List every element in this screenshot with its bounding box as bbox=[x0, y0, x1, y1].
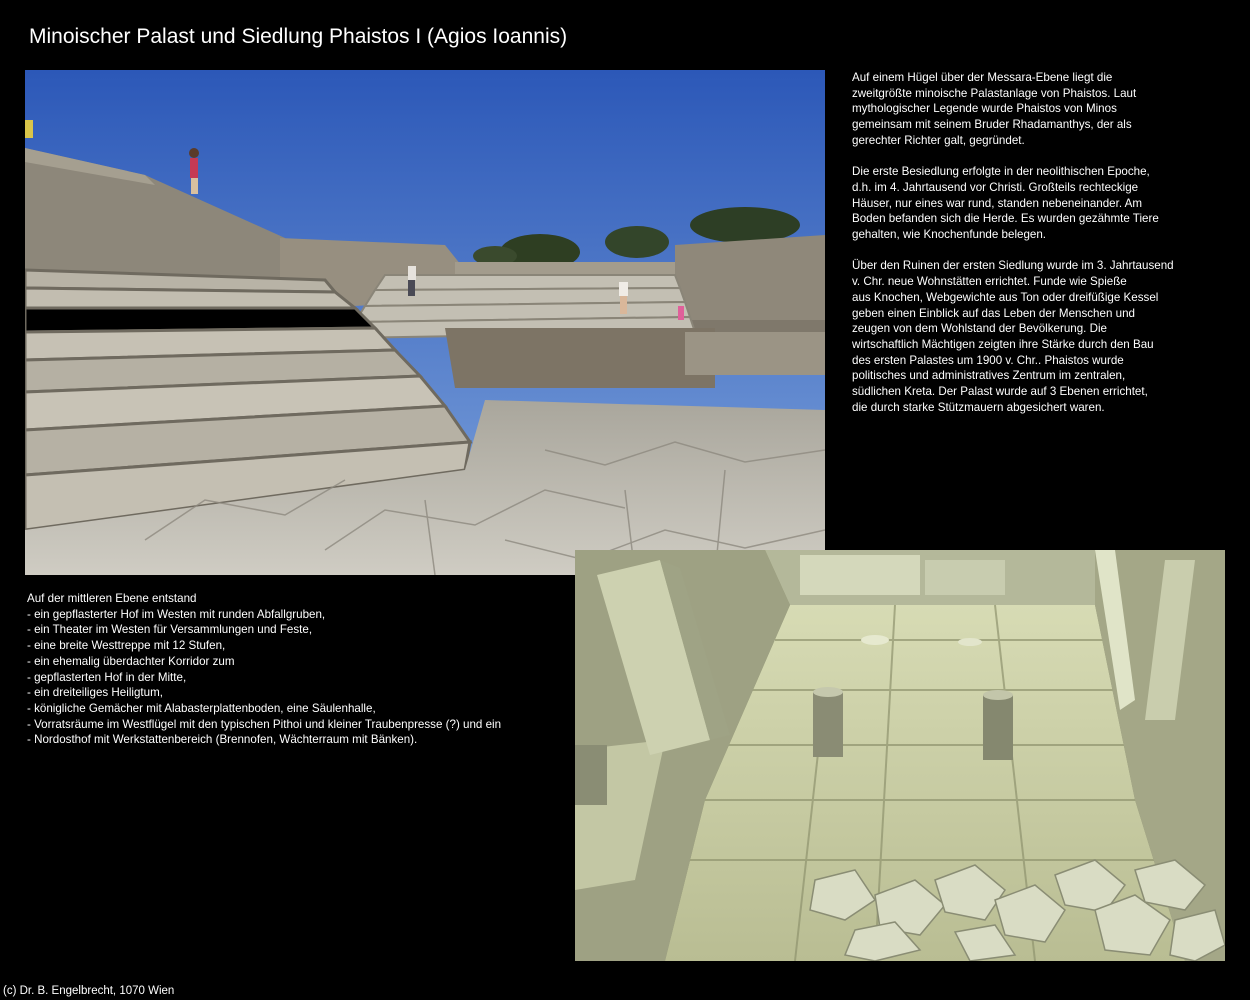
photo-royal-chambers bbox=[575, 550, 1225, 961]
paragraph-location: Auf einem Hügel über der Messara-Ebene liegt die zweitgrößte minoische Palastanlage von Phaistos. Laut mythologischer Legende wurde Phaistos von Minos gemeinsam mit seinem Bruder Rhadamanthys, der als gerechter Richter galt, gegründet. bbox=[852, 71, 1137, 147]
list-item: - gepflasterten Hof in der Mitte, bbox=[27, 670, 187, 684]
list-item: - eine breite Westtreppe mit 12 Stufen, bbox=[27, 639, 226, 653]
paragraph-first-settlement: Die erste Besiedlung erfolgte in der neolithischen Epoche, d.h. im 4. Jahrtausend vor Christi. Großteils rechteckige Häuser, nur eines war rund, standen nebeneinander. Am Boden befanden sich die Herde. Es wurden gezähmte Tiere gehalten, wie Knochenfunde belegen. bbox=[852, 165, 1159, 242]
paragraph-first-palace: Über den Ruinen der ersten Siedlung wurde im 3. Jahrtausend v. Chr. neue Wohnstätten errichtet. Funde wie Spieße aus Knochen, Webgewichte aus Ton oder dreifüßige Kessel geben einen Einblick auf das Leben der Menschen und zeugen von dem Wohlstand der Bevölkerung. Die wirtschaftlich Mächtigen zeigten ihre Stärke durch den Bau des ersten Palastes um 1900 v. Chr.. Phaistos wurde politisches und administratives Zentrum im zentralen, südlichen Kreta. Der Palast wurde auf 3 Ebenen errichtet, die durch starke Stützmauern abgesichert waren. bbox=[852, 259, 1174, 414]
copyright-notice: (c) Dr. B. Engelbrecht, 1070 Wien bbox=[3, 985, 175, 997]
description-left bbox=[27, 591, 567, 748]
photo-west-staircase bbox=[25, 70, 825, 575]
list-item: - ein dreiteiliges Heiligtum, bbox=[27, 686, 163, 700]
description-right bbox=[852, 70, 1232, 415]
list-item: - Vorratsräume im Westflügel mit den typischen Pithoi und kleiner Traubenpresse (?) und ein bbox=[27, 717, 502, 731]
list-intro: Auf der mittleren Ebene entstand bbox=[27, 592, 197, 605]
page-title: Minoischer Palast und Siedlung Phaistos I (Agios Ioannis) bbox=[29, 25, 568, 48]
list-item: - königliche Gemächer mit Alabasterplattenboden, eine Säulenhalle, bbox=[27, 701, 376, 715]
list-item: - Nordosthof mit Werkstattenbereich (Brennofen, Wächterraum mit Bänken). bbox=[27, 733, 418, 747]
list-item: - ein ehemalig überdachter Korridor zum bbox=[27, 654, 235, 668]
list-item: - ein Theater im Westen für Versammlungen und Feste, bbox=[27, 623, 313, 637]
list-item: - ein gepflasterter Hof im Westen mit runden Abfallgruben, bbox=[27, 607, 326, 621]
